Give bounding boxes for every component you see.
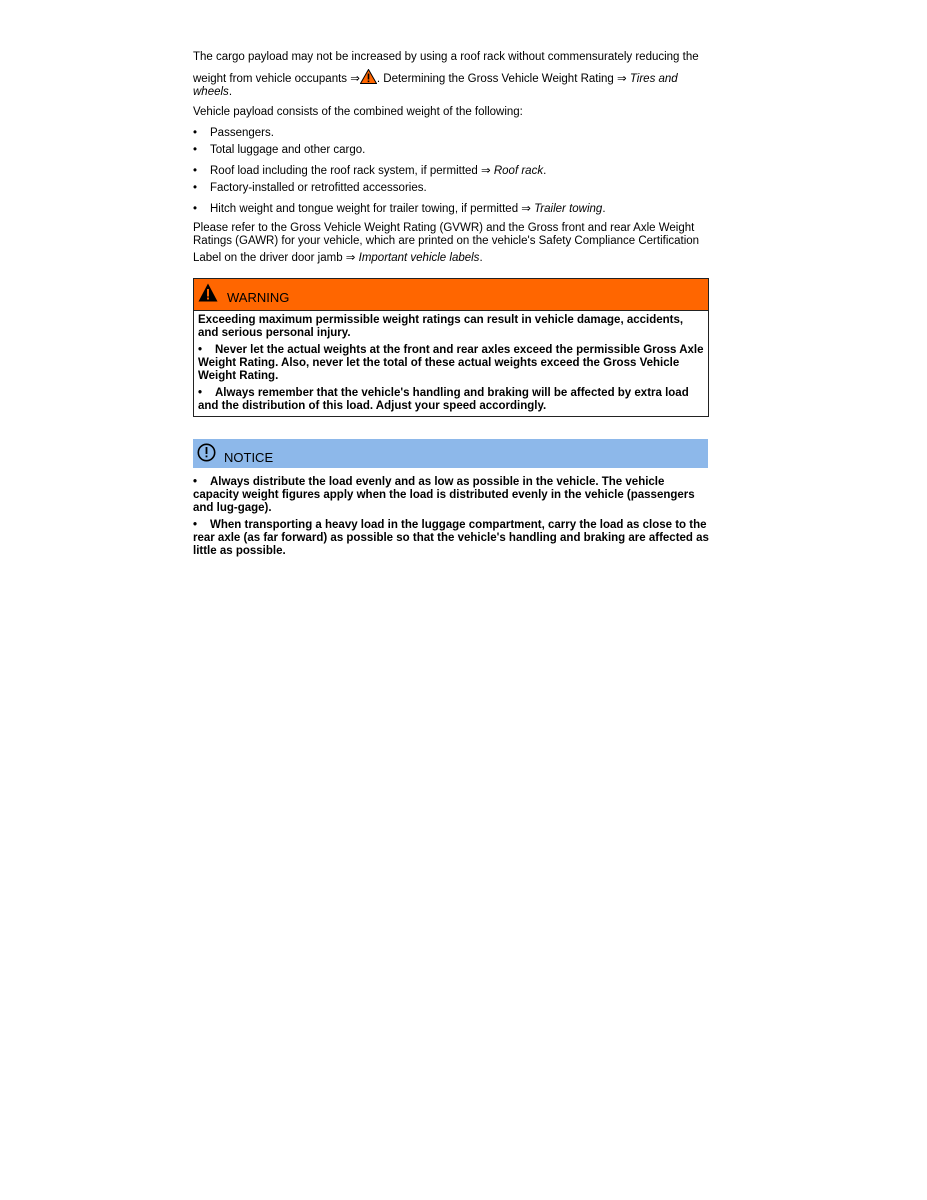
paragraph-payload-roof-rack — [193, 51, 709, 99]
list-item-text: . — [602, 203, 606, 215]
warning-body — [194, 311, 708, 416]
notice-circle-icon — [197, 443, 216, 462]
list-item-text: Passengers. — [210, 127, 274, 139]
warning-item-text: Always remember that the vehicle's handling and braking will be affected by extra load and the distribution of this load. Adjust your speed accordingly. — [198, 387, 689, 412]
warning-intro: Exceeding maximum permissible weight ratings can result in vehicle damage, accidents, and serious personal injury. — [198, 314, 684, 339]
xref-roof-rack[interactable]: Roof rack — [493, 165, 544, 177]
paragraph-text: . — [479, 252, 483, 264]
list-item-text: . — [543, 165, 547, 177]
warning-header — [194, 279, 708, 311]
paragraph-text: Ratings (GAWR) for your vehicle, which are printed on the vehicle's Safety Compliance Certification — [193, 235, 700, 247]
warning-item-text: Never let the actual weights at the front and rear axles exceed the permissible Gross Axle Weight Rating. Also, never let the total of these actual weights exceed the Gross Vehicle Weight Rating. — [198, 344, 704, 382]
notice-item — [193, 476, 709, 515]
list-item — [193, 144, 709, 157]
xref-trailer-towing[interactable]: Trailer towing — [534, 203, 603, 215]
paragraph-gvwr — [193, 222, 709, 265]
warning-triangle-icon — [360, 69, 377, 84]
warning-title: WARNING — [227, 290, 290, 305]
list-item — [193, 182, 709, 195]
paragraph-text: . — [228, 86, 233, 98]
xref-important-vehicle-labels[interactable]: Important vehicle labels — [358, 252, 480, 264]
body-text — [193, 51, 709, 265]
list-item-text: Roof load including the roof rack system, if permitted ⇒ — [210, 165, 494, 177]
warning-item — [198, 387, 704, 413]
bullet: • — [198, 387, 203, 399]
paragraph-text: . Determining the Gross Vehicle Weight Rating ⇒ — [376, 73, 630, 85]
notice-item-text: Always distribute the load evenly and as low as possible in the vehicle. The vehicle capacity weight figures apply when the load is distributed evenly in the vehicle (passengers and lug-gage). — [193, 476, 695, 514]
paragraph-text: The cargo payload may not be increased by using a roof rack without commensurately reducing the — [193, 51, 699, 63]
notice-header — [193, 439, 708, 468]
xref-tires-and-wheels[interactable]: Tires and wheels — [193, 73, 678, 98]
paragraph-line — [193, 252, 709, 265]
list-item-text: Total luggage and other cargo. — [210, 144, 366, 156]
paragraph-payload-components: Vehicle payload consists of the combined weight of the following: — [193, 106, 523, 118]
paragraph-text: Please refer to the Gross Vehicle Weight Rating (GVWR) and the Gross front and rear Axle Weight — [193, 222, 695, 234]
list-item-text: Hitch weight and tongue weight for trailer towing, if permitted ⇒ — [210, 203, 535, 215]
notice-title: NOTICE — [224, 450, 274, 465]
list-item — [193, 127, 709, 140]
warning-triangle-icon — [198, 283, 218, 302]
list-item-text: Factory-installed or retrofitted accessories. — [210, 182, 427, 194]
list-item — [193, 203, 709, 216]
paragraph-line — [193, 69, 709, 99]
bullet: • — [193, 519, 198, 531]
notice-body — [193, 476, 709, 562]
warning-item — [198, 344, 704, 383]
notice-item — [193, 519, 709, 558]
warning-box — [193, 278, 709, 417]
notice-item-text: When transporting a heavy load in the luggage compartment, carry the load as close to the rear axle (as far forward) as possible so that the vehicle's handling and braking are affected as little as possible. — [193, 519, 709, 557]
list-item — [193, 165, 709, 178]
paragraph-text: weight from vehicle occupants ⇒ — [193, 73, 360, 85]
bullet: • — [193, 476, 198, 488]
paragraph-text: Label on the driver door jamb ⇒ — [193, 252, 359, 264]
payload-list — [193, 127, 709, 216]
bullet: • — [198, 344, 203, 356]
